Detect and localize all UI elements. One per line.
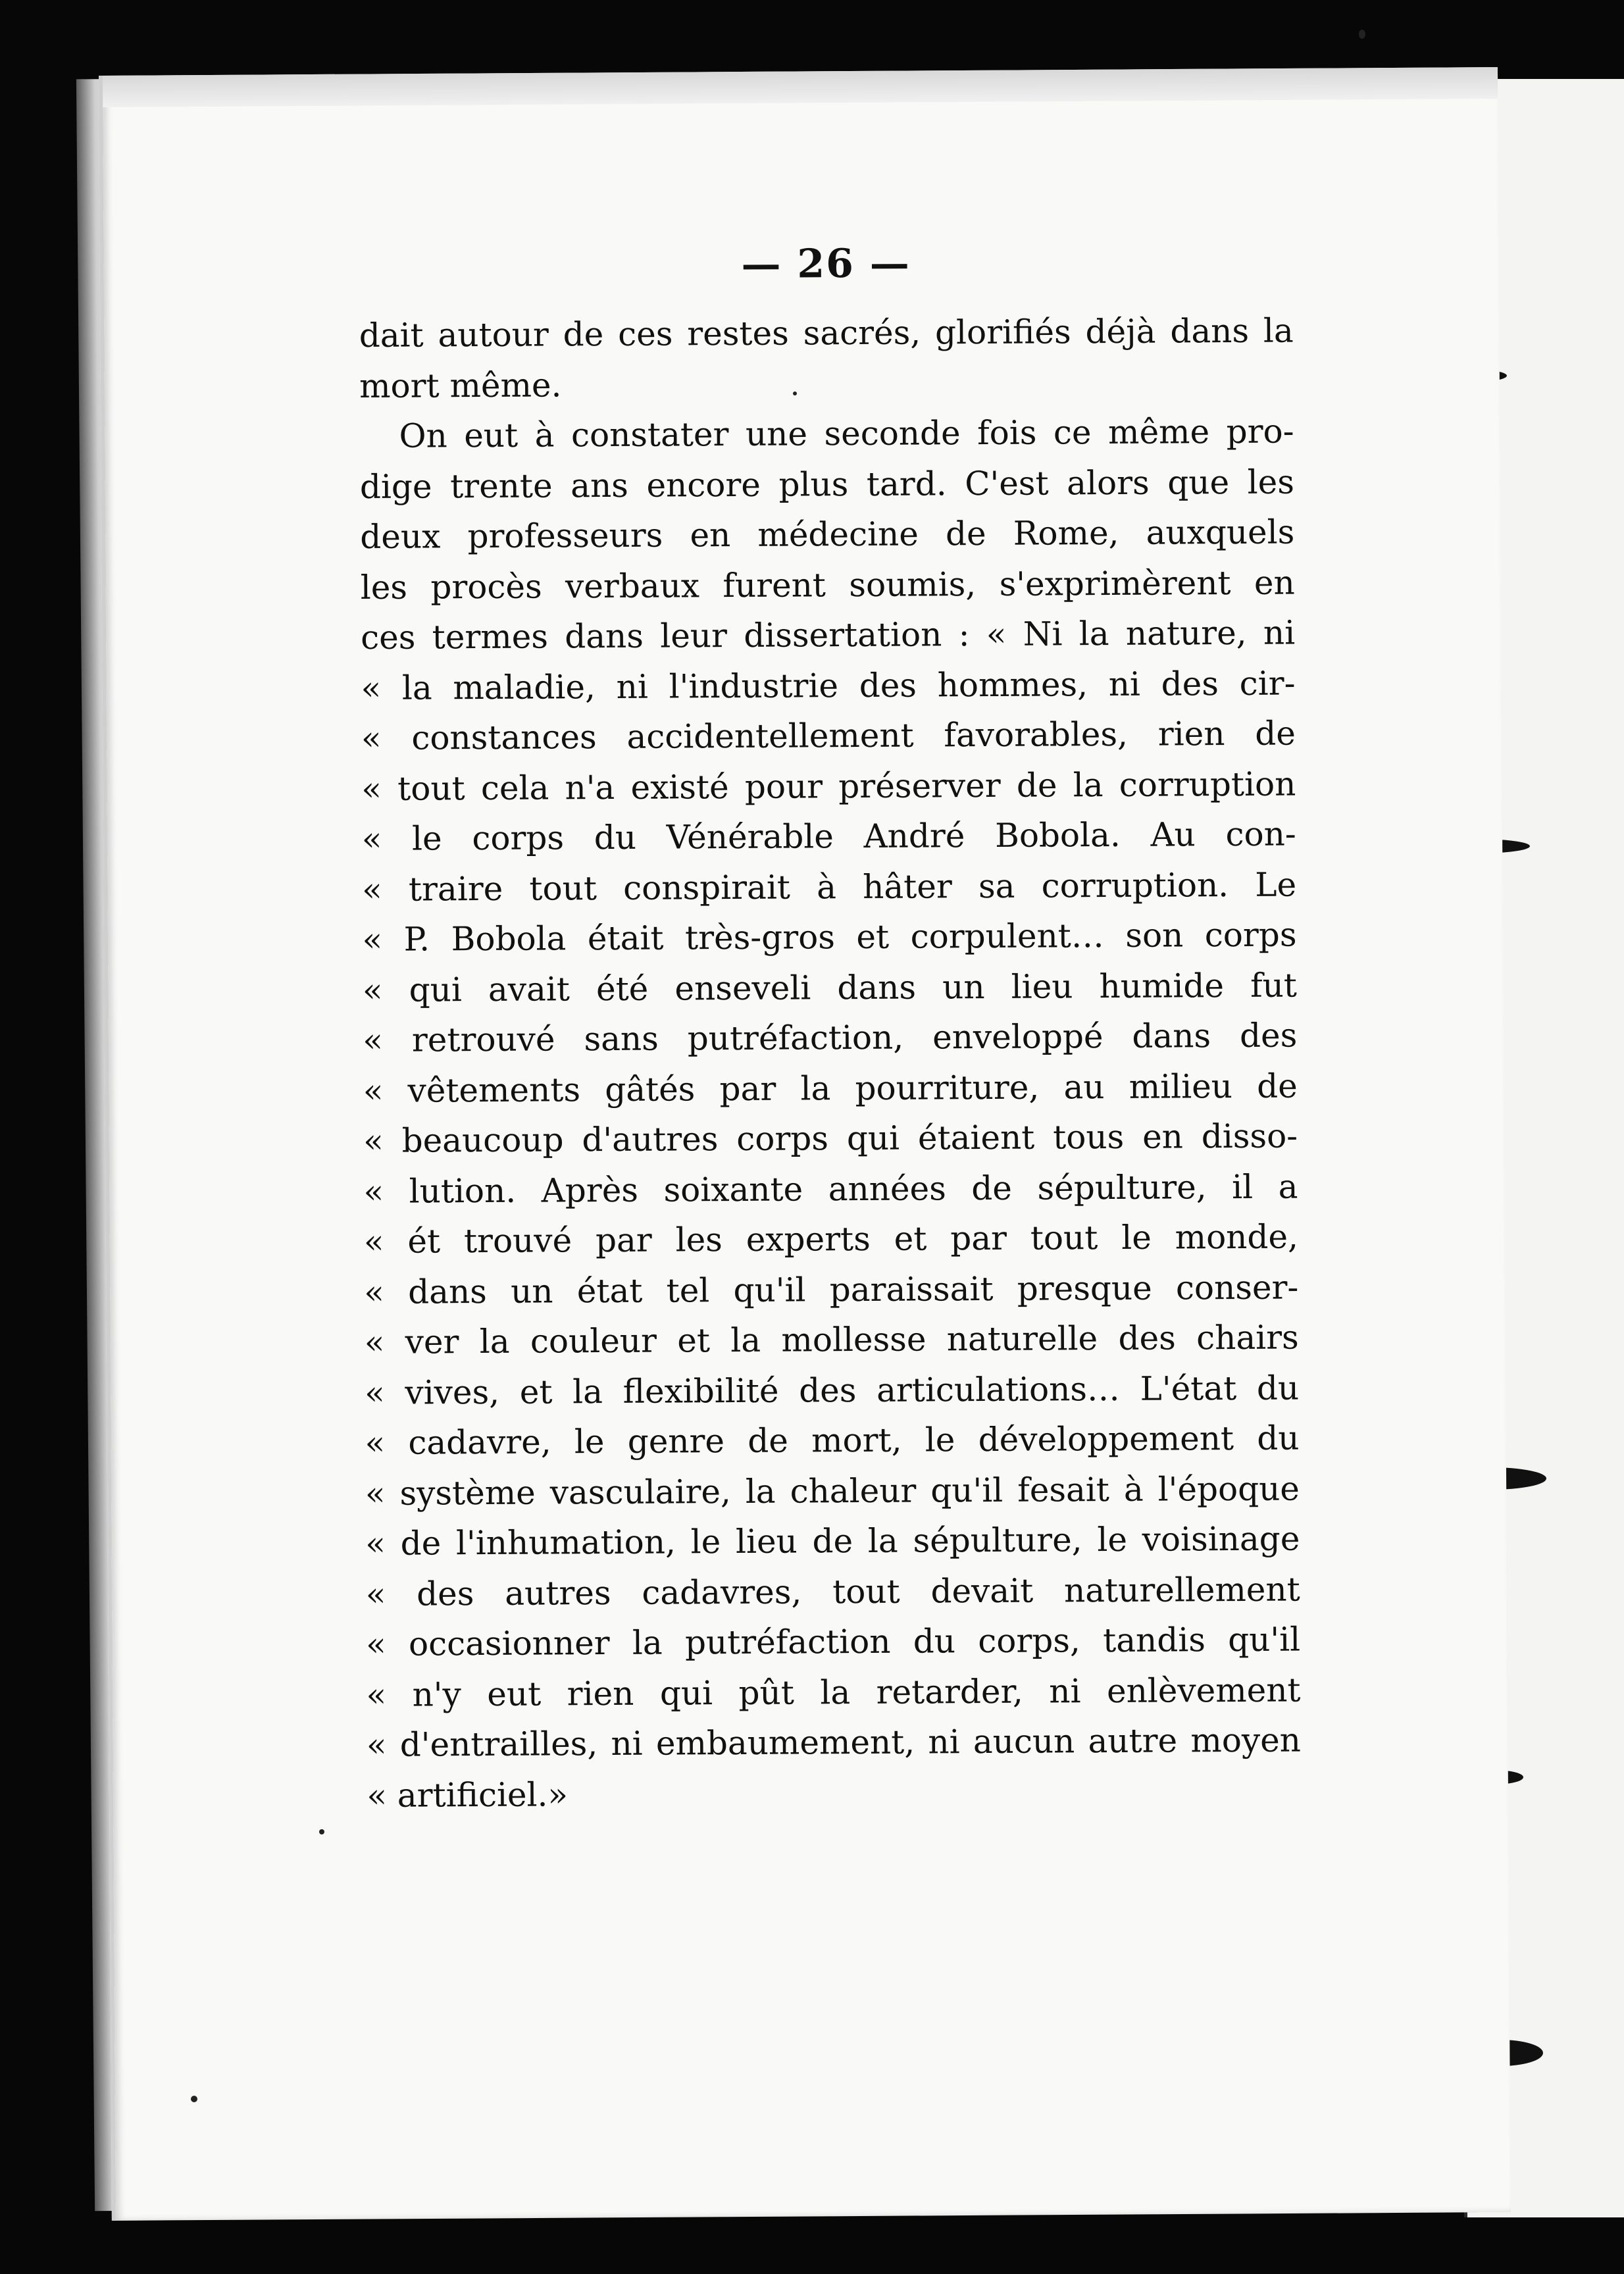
text-line: « traire tout conspirait à hâter sa corruption. Le: [361, 865, 1297, 909]
text-line: les procès verbaux furent soumis, s'exprimèrent en: [360, 563, 1295, 607]
page-number: — 26 —: [741, 240, 911, 288]
text-line: « vêtements gâtés par la pourriture, au milieu de: [363, 1067, 1298, 1110]
text-line: « artificiel.»: [367, 1775, 569, 1815]
text-line: mort même.: [359, 365, 562, 405]
text-line: « vives, et la flexibilité des articulations… L'état du: [364, 1369, 1300, 1412]
text-line: « occasionner la putréfaction du corps, tandis qu'il: [365, 1620, 1301, 1663]
page-top-shadow: [103, 67, 1498, 107]
text-line: « tout cela n'a existé pour préserver de la corruption: [361, 765, 1296, 808]
text-line: « qui avait été enseveli dans un lieu humide fut: [362, 966, 1298, 1009]
text-line: « lution. Après soixante années de sépulture, il a: [363, 1167, 1298, 1211]
text-line: « P. Bobola était très-gros et corpulent… son corps: [362, 915, 1297, 959]
text-line: « beaucoup d'autres corps qui étaient tous en disso-: [363, 1117, 1298, 1160]
text-line: « de l'inhumation, le lieu de la sépulture, le voisinage: [365, 1519, 1300, 1563]
text-line: « ét trouvé par les experts et par tout le monde,: [363, 1217, 1299, 1261]
text-line: dige trente ans encore plus tard. C'est alors que les: [359, 463, 1295, 506]
scan-speck: [191, 2096, 197, 2102]
page-text: [359, 239, 1302, 1821]
scan-speck: [793, 392, 797, 395]
text-line: dait autour de ces restes sacrés, glorifiés déjà dans la: [359, 311, 1294, 355]
text-line: « le corps du Vénérable André Bobola. Au con-: [361, 815, 1296, 858]
text-line: « dans un état tel qu'il paraissait presque conser-: [364, 1268, 1299, 1311]
text-line: « retrouvé sans putréfaction, enveloppé dans des: [363, 1016, 1298, 1059]
text-line: ces termes dans leur dissertation : « Ni la nature, ni: [360, 613, 1296, 657]
text-line: « d'entrailles, ni embaumement, ni aucun autre moyen: [366, 1721, 1302, 1764]
scan-speck: [319, 1829, 324, 1834]
text-line: « constances accidentellement favorables, rien de: [361, 714, 1296, 757]
text-line: deux professeurs en médecine de Rome, auxquels: [360, 513, 1295, 556]
text-line: On eut à constater une seconde fois ce même pro-: [399, 412, 1294, 455]
text-line: « des autres cadavres, tout devait naturellement: [365, 1570, 1300, 1613]
text-line: « cadavre, le genre de mort, le développement du: [365, 1419, 1300, 1462]
text-line: « système vasculaire, la chaleur qu'il fesait à l'époque: [365, 1469, 1300, 1513]
text-line: « ver la couleur et la mollesse naturelle des chairs: [364, 1318, 1299, 1361]
text-line: « la maladie, ni l'industrie des hommes, ni des cir-: [361, 664, 1296, 707]
scan-speck: [1359, 30, 1365, 39]
text-line: « n'y eut rien qui pût la retarder, ni enlèvement: [366, 1671, 1301, 1714]
